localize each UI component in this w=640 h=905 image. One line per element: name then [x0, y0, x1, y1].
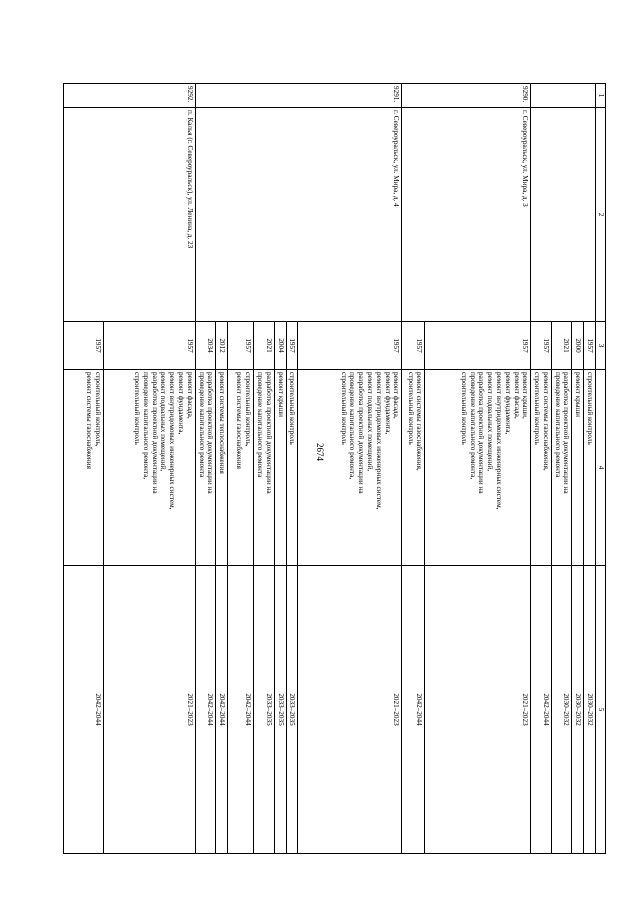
year: 1957	[103, 322, 195, 370]
work-item: проведение капитального ремонта,	[468, 372, 477, 480]
work-list	[584, 370, 596, 566]
year: 2021	[254, 322, 275, 370]
work-item: ремонт системы газоснабжения,	[415, 372, 424, 471]
page-number-text: 2674	[315, 443, 325, 461]
work-item: строительный контроль	[133, 372, 142, 445]
year: 2000	[572, 322, 584, 370]
table-wrapper	[86, 83, 606, 853]
work-item: проведение капитального ремонта	[197, 372, 206, 478]
period: 2030–2032	[584, 566, 596, 854]
work-list	[425, 370, 531, 566]
capital-repair-table	[63, 83, 606, 854]
period: 2042–2044	[531, 566, 552, 854]
work-list	[254, 370, 275, 566]
period: 2042–2044	[216, 566, 228, 854]
period: 2033–2035	[274, 566, 286, 854]
row-number: 9291.	[195, 84, 401, 108]
work-item: разработка проектной документации на	[562, 372, 571, 494]
period: 2021–2023	[103, 566, 195, 854]
work-list	[274, 370, 286, 566]
work-item: ремонт фасада,	[512, 372, 521, 419]
work-item: проведение капитального ремонта,	[348, 372, 357, 480]
row-number	[531, 84, 596, 108]
year: 1957	[584, 322, 596, 370]
year: 1957	[286, 322, 298, 370]
year: 2021	[551, 322, 572, 370]
work-item: строительный контроль,	[93, 372, 102, 447]
year: 1957	[402, 322, 425, 370]
header-cell-3: 3	[596, 322, 606, 370]
work-list	[402, 370, 425, 566]
work-item: разработка проектной документации на	[477, 372, 486, 494]
work-item: строительный контроль	[406, 372, 415, 445]
period: 2021–2023	[425, 566, 531, 854]
row-number: 9290.	[402, 84, 531, 108]
table-row	[298, 84, 402, 854]
work-item: разработка проектной документации на	[206, 372, 215, 494]
period: 2033–2035	[286, 566, 298, 854]
period: 2042–2044	[195, 566, 216, 854]
header-row	[596, 84, 606, 854]
work-item: разработка проектной документации на	[150, 372, 159, 494]
work-item: строительный контроль	[339, 372, 348, 445]
year: 1957	[63, 322, 103, 370]
table-body	[63, 84, 605, 854]
year: 1957	[425, 322, 531, 370]
work-item: ремонт крыши	[276, 372, 285, 418]
work-list	[286, 370, 298, 566]
work-item: проведение капитального ремонта	[553, 372, 562, 478]
year: 2034	[195, 322, 216, 370]
period: 2021–2023	[298, 566, 402, 854]
year: 2004	[274, 322, 286, 370]
work-item: строительный контроль	[288, 372, 297, 445]
period: 2030–2032	[551, 566, 572, 854]
work-item: ремонт внутридомовых инженерных систем,	[168, 372, 177, 510]
work-list	[63, 370, 103, 566]
work-item: ремонт крыши,	[521, 372, 530, 419]
work-item: ремонт подвальных помещений,	[365, 372, 374, 472]
work-item: ремонт системы газоснабжения	[85, 372, 94, 469]
work-item: ремонт внутридомовых инженерных систем,	[494, 372, 503, 510]
period: 2042–2044	[63, 566, 103, 854]
year: 1957	[228, 322, 254, 370]
row-number: 9292.	[63, 84, 195, 108]
header-cell-2: 2	[596, 108, 606, 322]
year: 1957	[531, 322, 552, 370]
rotated-table-container	[86, 83, 606, 853]
work-list	[531, 370, 552, 566]
work-item: ремонт системы теплоснабжения	[218, 372, 227, 474]
work-list	[103, 370, 195, 566]
address: п. Калья (г. Североуральск), ул. Ленина, д. 23	[63, 108, 195, 322]
work-item: проведение капитального ремонта,	[141, 372, 150, 480]
work-item: ремонт фундамента,	[177, 372, 186, 435]
work-item: ремонт фундамента,	[503, 372, 512, 435]
header-cell-1: 1	[596, 84, 606, 108]
work-item: разработка проектной документации на	[357, 372, 366, 494]
period: 2042–2044	[402, 566, 425, 854]
work-item: разработка проектной документации на	[264, 372, 273, 494]
table-row	[103, 84, 195, 854]
work-list	[216, 370, 228, 566]
work-list	[572, 370, 584, 566]
work-item: строительный контроль	[533, 372, 542, 445]
work-item: строительный контроль	[459, 372, 468, 445]
period: 2033–2035	[254, 566, 275, 854]
address	[531, 108, 596, 322]
year: 1957	[298, 322, 402, 370]
table-row	[584, 84, 596, 854]
work-list	[298, 370, 402, 566]
period: 2042–2044	[228, 566, 254, 854]
year: 2012	[216, 322, 228, 370]
work-list	[228, 370, 254, 566]
work-item: строительный контроль,	[244, 372, 253, 447]
work-item: ремонт внутридомовых инженерных систем,	[374, 372, 383, 510]
header-cell-5: 5	[596, 566, 606, 854]
work-item: ремонт фасада,	[392, 372, 401, 419]
address: г. Североуральск, ул. Мира, д. 4	[195, 108, 401, 322]
work-item: ремонт фасада,	[185, 372, 194, 419]
work-item: строительный контроль	[586, 372, 594, 445]
work-item: ремонт фундамента,	[383, 372, 392, 435]
work-item: ремонт подвальных помещений,	[486, 372, 495, 472]
work-item: ремонт крыши	[574, 372, 583, 418]
work-item: ремонт системы газоснабжения,	[541, 372, 550, 471]
work-item: ремонт системы газоснабжения	[235, 372, 244, 469]
address: г. Североуральск, ул. Мира, д. 3	[402, 108, 531, 322]
period: 2030–2032	[572, 566, 584, 854]
work-list	[195, 370, 216, 566]
table-row	[425, 84, 531, 854]
work-list	[551, 370, 572, 566]
work-item: проведение капитального ремонта	[255, 372, 264, 478]
header-cell-4: 4	[596, 370, 606, 566]
work-item: ремонт подвальных помещений,	[159, 372, 168, 472]
